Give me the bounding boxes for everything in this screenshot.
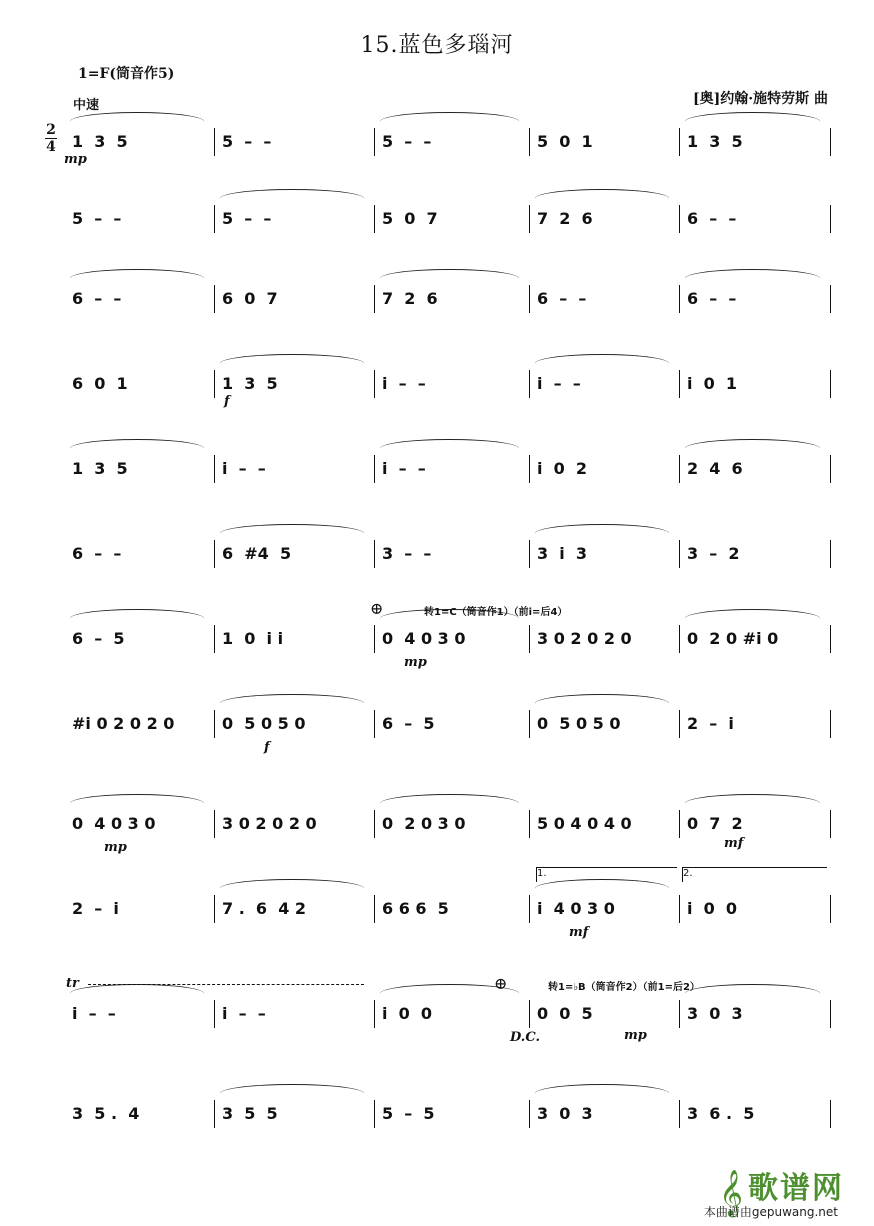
dynamic-marking: mp: [624, 1028, 647, 1043]
measure: i – –: [382, 374, 426, 393]
slur: [535, 524, 669, 543]
measure: 5 – –: [222, 209, 272, 228]
measure: 1 0 i i: [222, 629, 284, 648]
slur: [685, 609, 820, 628]
measure: i – –: [222, 459, 266, 478]
dynamic-marking: mf: [569, 925, 589, 940]
slur: [380, 269, 519, 288]
staff-row: [64, 360, 830, 420]
slur: [220, 694, 364, 713]
bar-line: [830, 128, 831, 156]
staff-row: [64, 275, 830, 335]
bar-line: [374, 540, 375, 568]
measure: i – –: [382, 459, 426, 478]
measure: i 0 2: [537, 459, 588, 478]
measure: 5 0 1: [537, 132, 593, 151]
bar-line: [374, 710, 375, 738]
bar-line: [374, 1100, 375, 1128]
time-sig-top: 2: [46, 122, 56, 138]
slur: [685, 439, 820, 458]
dynamic-marking: f: [224, 394, 230, 409]
bar-line: [529, 625, 530, 653]
measure: 2 4 6: [687, 459, 743, 478]
staff-row: [64, 599, 830, 675]
measure: 6 – –: [687, 289, 737, 308]
dynamic-marking-secondary: mf: [724, 836, 744, 851]
bar-line: [529, 455, 530, 483]
bar-line: [830, 455, 831, 483]
slur: [220, 879, 364, 898]
slur: [535, 1084, 669, 1103]
measure: i 4 0 3 0: [537, 899, 615, 918]
bar-line: [679, 128, 680, 156]
bar-line: [214, 540, 215, 568]
slur: [70, 794, 204, 813]
measure: i 0 1: [687, 374, 738, 393]
measure: 6 #4 5: [222, 544, 292, 563]
bar-line: [830, 710, 831, 738]
bar-line: [830, 285, 831, 313]
slur: [685, 269, 820, 288]
bar-line: [214, 128, 215, 156]
measure: 6 – 5: [72, 629, 125, 648]
measure: 3 i 3: [537, 544, 588, 563]
measure: 6 – 5: [382, 714, 435, 733]
measure: 3 – 2: [687, 544, 740, 563]
slur: [70, 112, 204, 131]
measure: 3 0 3: [537, 1104, 593, 1123]
slur: [70, 984, 204, 1003]
staff-row: [64, 800, 830, 860]
measure: 1 3 5: [222, 374, 278, 393]
staff-row: [64, 195, 830, 255]
page-title: 15.蓝色多瑙河: [360, 33, 514, 58]
bar-line: [830, 1100, 831, 1128]
slur: [70, 609, 204, 628]
measure: 7 2 6: [537, 209, 593, 228]
bar-line: [214, 810, 215, 838]
measure: 0 5 0 5 0: [537, 714, 621, 733]
measure: 6 – –: [72, 289, 122, 308]
slur: [535, 694, 669, 713]
measure: 0 4 0 3 0: [382, 629, 466, 648]
measure: 5 – –: [72, 209, 122, 228]
bar-line: [679, 810, 680, 838]
bar-line: [679, 285, 680, 313]
dynamic-marking: mp: [64, 152, 87, 167]
dynamic-marking: f: [264, 740, 270, 755]
staff-row: [64, 868, 830, 945]
measure: 3 6 . 5: [687, 1104, 755, 1123]
bar-line: [830, 1000, 831, 1028]
measure: 0 2 0 #i 0: [687, 629, 779, 648]
coda-icon: ⊕: [494, 974, 508, 993]
bar-line: [830, 625, 831, 653]
bar-line: [679, 370, 680, 398]
slur: [535, 354, 669, 373]
bar-line: [214, 710, 215, 738]
bar-line: [830, 370, 831, 398]
measure: 0 7 2: [687, 814, 743, 833]
slur: [380, 112, 519, 131]
bar-line: [374, 625, 375, 653]
staff-row: [64, 118, 830, 178]
bar-line: [214, 455, 215, 483]
bar-line: [529, 810, 530, 838]
bar-line: [374, 1000, 375, 1028]
bar-line: [529, 540, 530, 568]
measure: 3 0 2 0 2 0: [222, 814, 317, 833]
measure: i – –: [222, 1004, 266, 1023]
slur: [380, 794, 519, 813]
bar-line: [529, 1000, 530, 1028]
bar-line: [529, 1100, 530, 1128]
tempo-marking: 中速: [73, 98, 100, 113]
dynamic-marking: mp: [104, 840, 127, 855]
measure: i – –: [537, 374, 581, 393]
measure: 6 0 7: [222, 289, 278, 308]
slur: [220, 524, 364, 543]
trill-mark: tr: [66, 976, 79, 991]
bar-line: [374, 895, 375, 923]
measure: 7 . 6 4 2: [222, 899, 307, 918]
treble-clef-icon: 𝄞: [719, 1170, 743, 1216]
measure: 1 3 5: [687, 132, 743, 151]
bar-line: [830, 205, 831, 233]
slur: [70, 269, 204, 288]
bar-line: [679, 625, 680, 653]
bar-line: [374, 205, 375, 233]
bar-line: [374, 810, 375, 838]
measure: 6 – –: [687, 209, 737, 228]
volta-first-ending: 1.: [536, 867, 677, 882]
measure: 5 – –: [382, 132, 432, 151]
staff-row: [64, 1090, 830, 1150]
key-signature: 1=F(筒音作5): [78, 66, 175, 82]
bar-line: [529, 370, 530, 398]
measure: 2 – i: [687, 714, 734, 733]
volta-second-ending: 2.: [682, 867, 827, 882]
measure: 0 4 0 3 0: [72, 814, 156, 833]
measure: 3 0 2 0 2 0: [537, 629, 632, 648]
bar-line: [679, 1100, 680, 1128]
key-change-annotation: 转1=C（筒音作1）（前i=后4）: [424, 607, 568, 618]
measure: 5 – –: [222, 132, 272, 151]
bar-line: [374, 285, 375, 313]
staff-row: [64, 445, 830, 505]
bar-line: [214, 370, 215, 398]
bar-line: [679, 455, 680, 483]
slur: [70, 439, 204, 458]
measure: 6 0 1: [72, 374, 128, 393]
measure: 5 0 4 0 4 0: [537, 814, 632, 833]
slur: [220, 354, 364, 373]
bar-line: [679, 1000, 680, 1028]
bar-line: [529, 710, 530, 738]
bar-line: [374, 128, 375, 156]
measure: 6 – –: [72, 544, 122, 563]
watermark: [703, 1163, 844, 1219]
staff-row: [64, 700, 830, 760]
bar-line: [214, 285, 215, 313]
slur: [220, 189, 364, 208]
measure: 3 5 5: [222, 1104, 278, 1123]
measure: 0 0 5: [537, 1004, 593, 1023]
measure: 3 5 . 4: [72, 1104, 140, 1123]
da-capo-marking: D.C.: [510, 1030, 540, 1045]
bar-line: [679, 205, 680, 233]
watermark-logo: 歌谱网: [748, 1170, 844, 1206]
measure: 1 3 5: [72, 132, 128, 151]
trill-extension-line: [88, 984, 364, 985]
dynamic-marking: mp: [404, 655, 427, 670]
watermark-site: 本曲谱由gepuwang.net: [703, 1205, 838, 1219]
measure: 3 – –: [382, 544, 432, 563]
measure: 2 – i: [72, 899, 119, 918]
measure: 6 6 6 5: [382, 899, 449, 918]
slur: [535, 189, 669, 208]
bar-line: [679, 710, 680, 738]
measure: 3 0 3: [687, 1004, 743, 1023]
key-change-annotation: 转1=♭B（筒音作2）（前1=后2）: [548, 982, 700, 993]
measure: i – –: [72, 1004, 116, 1023]
bar-line: [830, 895, 831, 923]
bar-line: [529, 128, 530, 156]
time-sig-bottom: 4: [46, 139, 56, 155]
measure: 6 – –: [537, 289, 587, 308]
slur: [685, 984, 820, 1003]
bar-line: [529, 205, 530, 233]
measure: i 0 0: [687, 899, 738, 918]
bar-line: [214, 895, 215, 923]
coda-icon: ⊕: [370, 599, 384, 618]
measure: 5 – 5: [382, 1104, 435, 1123]
bar-line: [529, 895, 530, 923]
bar-line: [374, 455, 375, 483]
measure: 0 2 0 3 0: [382, 814, 466, 833]
bar-line: [830, 540, 831, 568]
bar-line: [214, 1000, 215, 1028]
slur: [685, 794, 820, 813]
bar-line: [214, 205, 215, 233]
slur: [380, 439, 519, 458]
slur: [220, 1084, 364, 1103]
bar-line: [679, 540, 680, 568]
bar-line: [214, 625, 215, 653]
composer-credit: [奥]约翰·施特劳斯 曲: [693, 91, 828, 107]
measure: 1 3 5: [72, 459, 128, 478]
staff-row: [64, 530, 830, 590]
measure: i 0 0: [382, 1004, 433, 1023]
slur: [685, 112, 820, 131]
bar-line: [679, 895, 680, 923]
measure: 0 5 0 5 0: [222, 714, 306, 733]
bar-line: [830, 810, 831, 838]
measure: #i 0 2 0 2 0: [72, 714, 175, 733]
bar-line: [214, 1100, 215, 1128]
measure: 7 2 6: [382, 289, 438, 308]
bar-line: [529, 285, 530, 313]
time-signature: [45, 123, 57, 154]
bar-line: [374, 370, 375, 398]
measure: 5 0 7: [382, 209, 438, 228]
